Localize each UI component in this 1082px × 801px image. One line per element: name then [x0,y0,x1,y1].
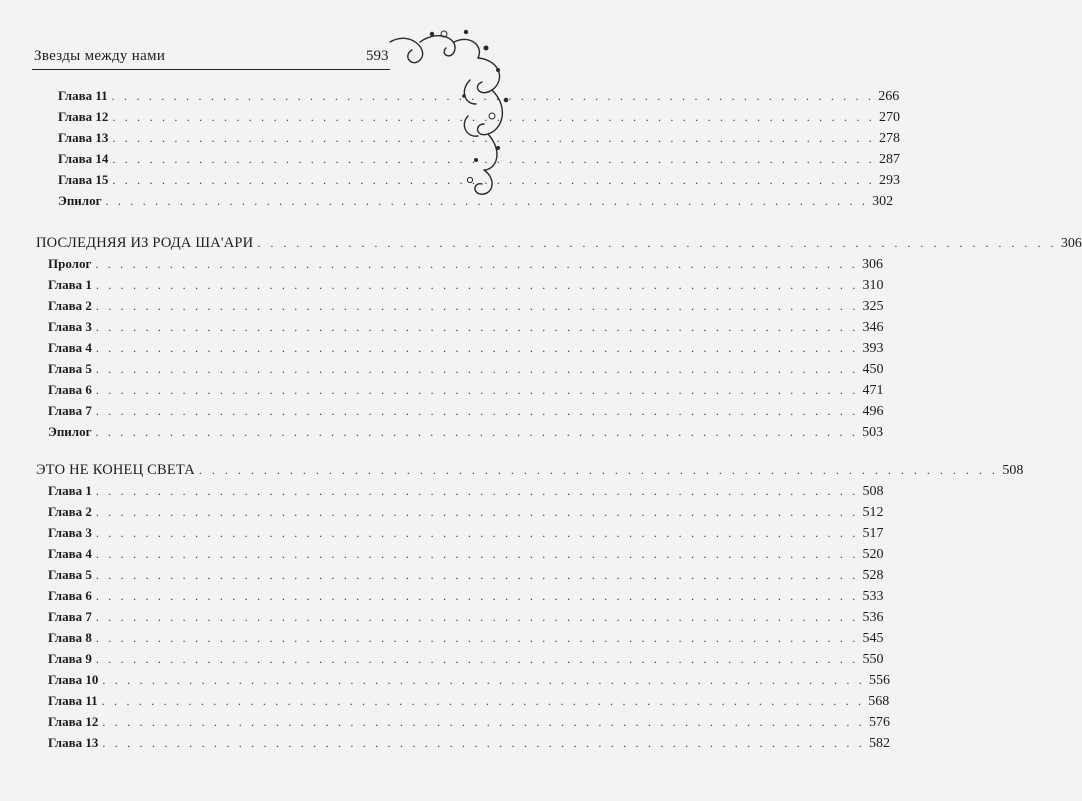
dot-leader: . . . . . . . . . . . . . . . . . . . . . . . . . . . . . . . . . . . . . . . . . . . . . . . . . . . . . . . . . . . . . . [102,736,865,750]
dot-leader: . . . . . . . . . . . . . . . . . . . . . . . . . . . . . . . . . . . . . . . . . . . . . . . . . . . . . . . . . . . . . . [95,341,859,355]
dot-leader: . . . . . . . . . . . . . . . . . . . . . . . . . . . . . . . . . . . . . . . . . . . . . . . . . . . . . . . . . . . . . . [95,652,859,666]
dot-leader: . . . . . . . . . . . . . . . . . . . . . . . . . . . . . . . . . . . . . . . . . . . . . . . . . . . . . . . . . . . . . . [95,505,859,519]
toc-part-heading[interactable] [36,460,1024,480]
toc-entry-page: 512 [862,505,884,520]
dot-leader: . . . . . . . . . . . . . . . . . . . . . . . . . . . . . . . . . . . . . . . . . . . . . . . . . . . . . . . . . . . . . . [101,694,865,708]
toc-entry-label: Глава 9 [48,651,92,666]
toc-entry[interactable] [48,481,884,501]
dot-leader: . . . . . . . . . . . . . . . . . . . . . . . . . . . . . . . . . . . . . . . . . . . . . . . . . . . . . . . . . . . . . . [95,362,859,376]
toc-entry-page: 306 [861,257,883,272]
toc-part-heading[interactable] [36,233,1082,253]
toc-entry[interactable] [48,607,884,627]
toc-entry-page: 533 [862,589,884,604]
dot-leader: . . . . . . . . . . . . . . . . . . . . . . . . . . . . . . . . . . . . . . . . . . . . . . . . . . . . . . . . . . . . . . [95,568,859,582]
toc-entry-page: 266 [878,89,900,104]
toc-entry-label: Глава 7 [48,609,92,624]
toc-entry-label: Глава 4 [48,340,92,355]
toc-entry-page: 576 [868,715,890,730]
toc-entry[interactable] [58,107,900,127]
dot-leader: . . . . . . . . . . . . . . . . . . . . . . . . . . . . . . . . . . . . . . . . . . . . . . . . . . . . . . . . . . . . . . [112,173,875,187]
toc-entry-label: Глава 11 [58,88,108,103]
toc-entry[interactable] [48,359,884,379]
toc-entry-page: 496 [862,404,884,419]
toc-entry[interactable] [48,380,884,400]
toc-entry[interactable] [48,544,884,564]
dot-leader: . . . . . . . . . . . . . . . . . . . . . . . . . . . . . . . . . . . . . . . . . . . . . . . . . . . . . . . . . . . . . . [102,673,865,687]
toc-entry-page: 556 [868,673,890,688]
toc-entry[interactable] [48,401,884,421]
toc-entry-label: Глава 13 [58,130,109,145]
dot-leader: . . . . . . . . . . . . . . . . . . . . . . . . . . . . . . . . . . . . . . . . . . . . . . . . . . . . . . . . . . . . . . [95,589,859,603]
dot-leader: . . . . . . . . . . . . . . . . . . . . . . . . . . . . . . . . . . . . . . . . . . . . . . . . . . . . . . . . . . . . . . [95,547,859,561]
dot-leader: . . . . . . . . . . . . . . . . . . . . . . . . . . . . . . . . . . . . . . . . . . . . . . . . . . . . . . . . . . . . . . [95,526,859,540]
toc-entry-label: Эпилог [48,424,92,439]
toc-entry-page: 520 [862,547,884,562]
page-number: 593 [366,48,389,64]
toc-entry[interactable] [48,296,884,316]
toc-entry[interactable] [48,254,883,274]
toc-entry[interactable] [48,502,884,522]
toc-entry-page: 310 [862,278,884,293]
toc-entry[interactable] [58,86,900,106]
toc-entry-label: Пролог [48,256,92,271]
toc-entry[interactable] [48,523,884,543]
toc-entry[interactable] [48,628,884,648]
toc-entry-page: 503 [862,425,884,440]
toc-entry-label: Глава 3 [48,525,92,540]
toc-entry-page: 270 [878,110,900,125]
dot-leader: . . . . . . . . . . . . . . . . . . . . . . . . . . . . . . . . . . . . . . . . . . . . . . . . . . . . . . . . . . . . . . [111,89,875,103]
toc-part-heading-page: 306 [1060,236,1082,251]
dot-leader: . . . . . . . . . . . . . . . . . . . . . . . . . . . . . . . . . . . . . . . . . . . . . . . . . . . . . . . . . . . . . . [95,299,859,313]
toc-entry[interactable] [48,422,884,442]
toc-entry-label: Глава 2 [48,504,92,519]
toc-entry[interactable] [58,191,894,211]
toc-entry-page: 528 [862,568,884,583]
toc-entry-page: 508 [862,484,884,499]
toc-entry-page: 517 [862,526,884,541]
dot-leader: . . . . . . . . . . . . . . . . . . . . . . . . . . . . . . . . . . . . . . . . . . . . . . . . . . . . . . . . . . . . . . [112,110,875,124]
dot-leader: . . . . . . . . . . . . . . . . . . . . . . . . . . . . . . . . . . . . . . . . . . . . . . . . . . . . . . . . . . . . . . [95,484,859,498]
toc-entry-label: Глава 7 [48,403,92,418]
toc-entry-page: 450 [862,362,884,377]
toc-entry-label: Глава 2 [48,298,92,313]
toc-entry-label: Глава 5 [48,361,92,376]
toc-entry-label: Глава 1 [48,483,92,498]
toc-entry-label: Глава 1 [48,277,92,292]
toc-entry-page: 568 [868,694,890,709]
toc-entry-label: Глава 13 [48,735,99,750]
toc-entry-page: 346 [862,320,884,335]
dot-leader: . . . . . . . . . . . . . . . . . . . . . . . . . . . . . . . . . . . . . . . . . . . . . . . . . . . . . . . . . . . . . . [95,425,859,439]
toc-entry-label: Глава 12 [58,109,109,124]
dot-leader: . . . . . . . . . . . . . . . . . . . . . . . . . . . . . . . . . . . . . . . . . . . . . . . . . . . . . . . . . . . . . . [95,320,859,334]
toc-entry[interactable] [48,670,890,690]
toc-entry[interactable] [48,649,884,669]
toc-entry-label: Глава 3 [48,319,92,334]
dot-leader: . . . . . . . . . . . . . . . . . . . . . . . . . . . . . . . . . . . . . . . . . . . . . . . . . . . . . . . . . . . . . . [257,236,1057,250]
toc-entry-page: 302 [872,194,894,209]
toc-entry-page: 536 [862,610,884,625]
toc-entry-page: 278 [878,131,900,146]
toc-entry[interactable] [48,733,890,753]
toc-entry[interactable] [48,338,884,358]
dot-leader: . . . . . . . . . . . . . . . . . . . . . . . . . . . . . . . . . . . . . . . . . . . . . . . . . . . . . . . . . . . . . . [95,257,858,271]
toc-entry[interactable] [48,712,890,732]
toc-entry[interactable] [58,149,900,169]
toc-entry-page: 325 [862,299,884,314]
toc-entry-label: Глава 6 [48,588,92,603]
dot-leader: . . . . . . . . . . . . . . . . . . . . . . . . . . . . . . . . . . . . . . . . . . . . . . . . . . . . . . . . . . . . . . [105,194,869,208]
toc-entry-label: Глава 10 [48,672,99,687]
dot-leader: . . . . . . . . . . . . . . . . . . . . . . . . . . . . . . . . . . . . . . . . . . . . . . . . . . . . . . . . . . . . . . [95,404,859,418]
running-header-title: Звезды между нами [34,48,166,64]
toc-entry[interactable] [58,170,900,190]
toc-entry[interactable] [48,275,884,295]
toc-entry-label: Глава 8 [48,630,92,645]
toc-entry-label: Глава 12 [48,714,99,729]
dot-leader: . . . . . . . . . . . . . . . . . . . . . . . . . . . . . . . . . . . . . . . . . . . . . . . . . . . . . . . . . . . . . . [95,610,859,624]
toc-entry-page: 545 [862,631,884,646]
toc-entry-label: Глава 14 [58,151,109,166]
toc-entry-label: Глава 5 [48,567,92,582]
toc-entry[interactable] [48,317,884,337]
dot-leader: . . . . . . . . . . . . . . . . . . . . . . . . . . . . . . . . . . . . . . . . . . . . . . . . . . . . . . . . . . . . . . [95,631,859,645]
dot-leader: . . . . . . . . . . . . . . . . . . . . . . . . . . . . . . . . . . . . . . . . . . . . . . . . . . . . . . . . . . . . . . [112,131,875,145]
dot-leader: . . . . . . . . . . . . . . . . . . . . . . . . . . . . . . . . . . . . . . . . . . . . . . . . . . . . . . . . . . . . . . [102,715,865,729]
toc-entry[interactable] [48,565,884,585]
toc-entry-label: Глава 15 [58,172,109,187]
toc-entry-page: 471 [862,383,884,398]
dot-leader: . . . . . . . . . . . . . . . . . . . . . . . . . . . . . . . . . . . . . . . . . . . . . . . . . . . . . . . . . . . . . . [95,383,859,397]
dot-leader: . . . . . . . . . . . . . . . . . . . . . . . . . . . . . . . . . . . . . . . . . . . . . . . . . . . . . . . . . . . . . . [198,463,999,477]
toc-entry-page: 287 [878,152,900,167]
dot-leader: . . . . . . . . . . . . . . . . . . . . . . . . . . . . . . . . . . . . . . . . . . . . . . . . . . . . . . . . . . . . . . [112,152,875,166]
toc-entry-page: 293 [878,173,900,188]
toc-entry-label: Эпилог [58,193,102,208]
dot-leader: . . . . . . . . . . . . . . . . . . . . . . . . . . . . . . . . . . . . . . . . . . . . . . . . . . . . . . . . . . . . . . [95,278,859,292]
toc-entry-page: 550 [862,652,884,667]
toc-entry[interactable] [58,128,900,148]
toc-entry-label: Глава 6 [48,382,92,397]
toc-entry-label: Глава 11 [48,693,98,708]
toc-entry-page: 393 [862,341,884,356]
toc-entry-label: Глава 4 [48,546,92,561]
toc-entry[interactable] [48,586,884,606]
toc-part-heading-page: 508 [1002,463,1024,478]
toc-entry[interactable] [48,691,890,711]
toc-part-heading-label: ЭТО НЕ КОНЕЦ СВЕТА [36,462,195,478]
toc-part-heading-label: ПОСЛЕДНЯЯ ИЗ РОДА ША'АРИ [36,235,254,251]
toc-entry-page: 582 [868,736,890,751]
